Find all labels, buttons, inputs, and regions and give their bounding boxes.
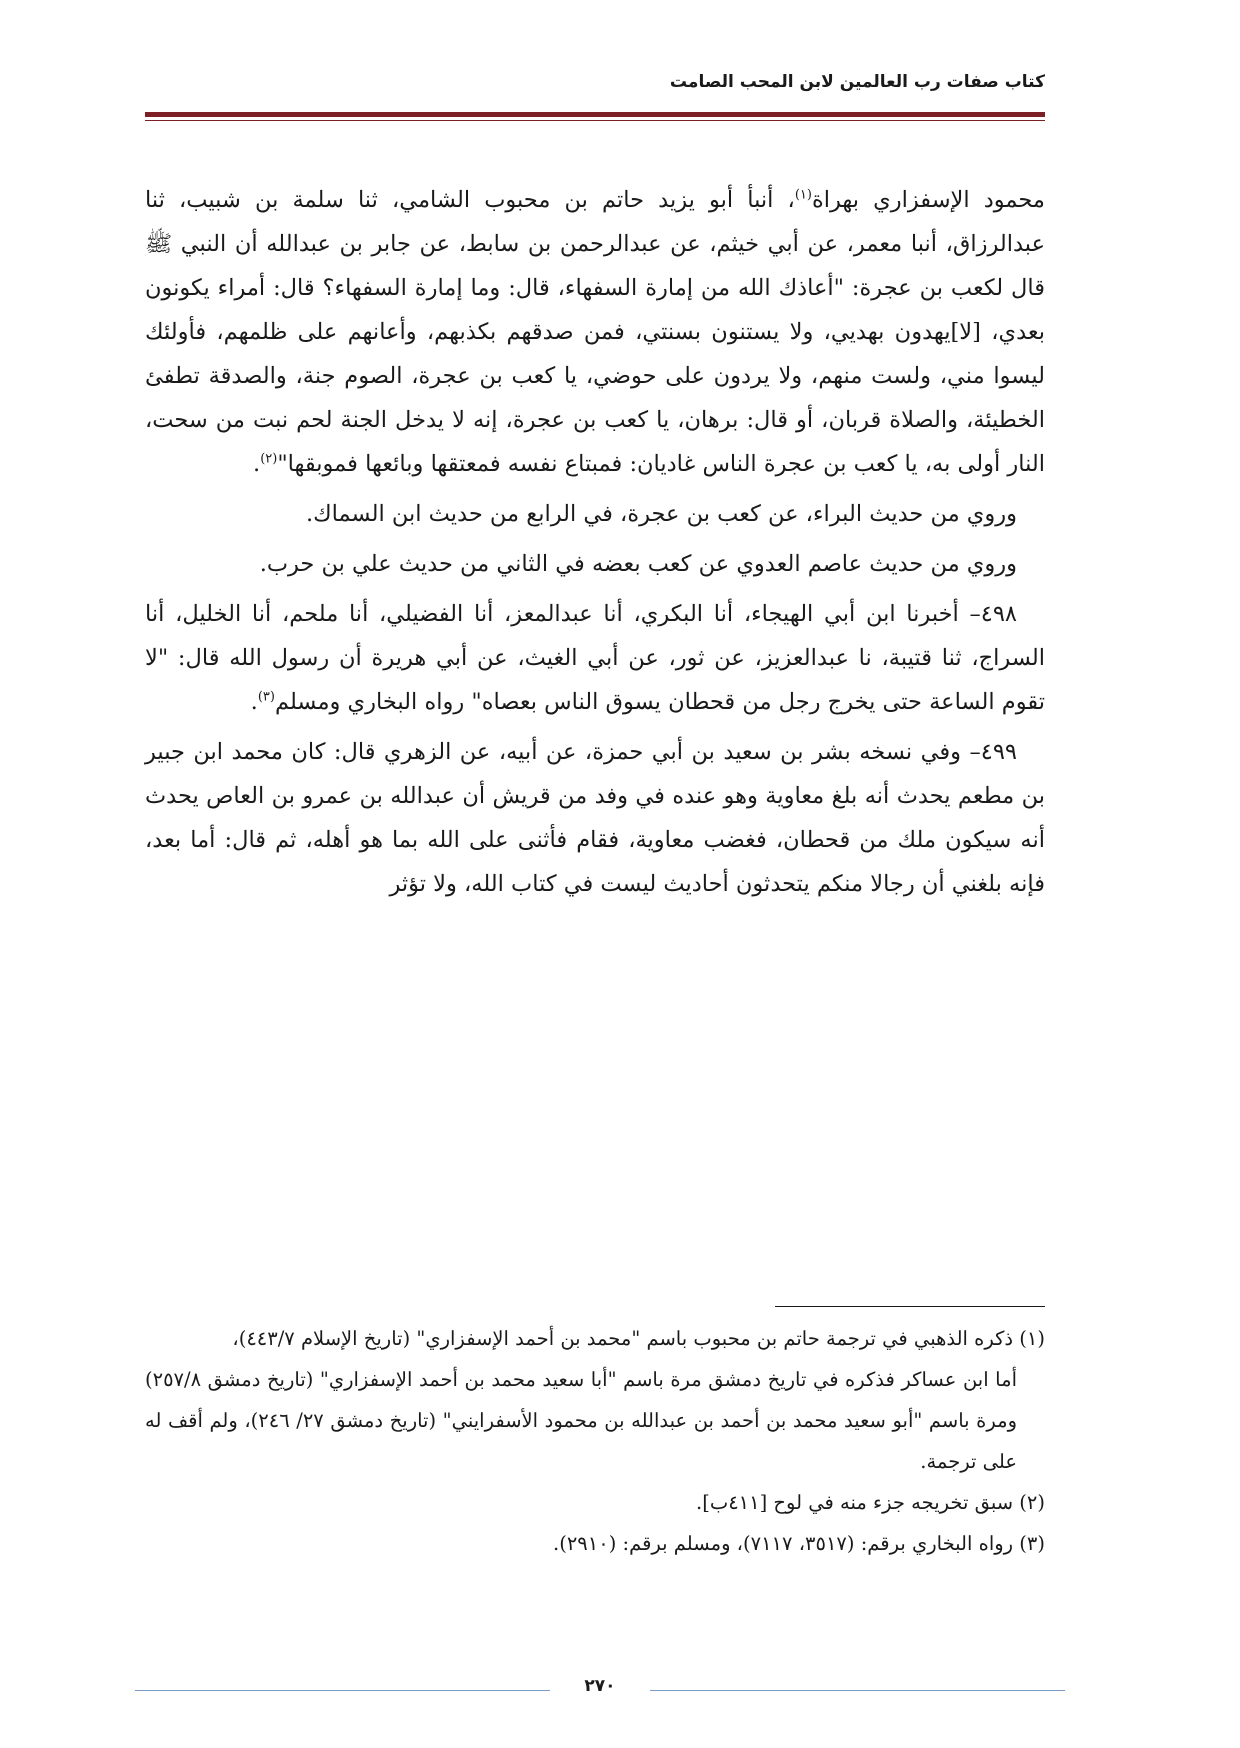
paragraph-3: وروي من حديث عاصم العدوي عن كعب بعضه في الثاني من حديث علي بن حرب.: [259, 551, 1017, 577]
footer-rule-right: [650, 1690, 1065, 1691]
footnote-3: (٣) رواه البخاري برقم: (٣٥١٧، ٧١١٧)، ومسلم برقم: (٢٩١٠).: [553, 1532, 1045, 1555]
paragraph-1: [145, 178, 1045, 486]
footer-rule-left: [135, 1690, 550, 1691]
hadith-498: [145, 592, 1045, 724]
hadith-498-text: ٤٩٨– أخبرنا ابن أبي الهيجاء، أنا البكري، أنا عبدالمعز، أنا الفضيلي، أنا ملحم، أنا الخليل، أنا السراج، ثنا قتيبة، نا عبدالعزيز، عن ثور، عن أبي الغيث، عن أبي هريرة أن رسول الله قال: "لا تقوم الساعة حتى يخرج رجل من قحطان يسوق الناس بعصاه" رواه البخاري ومسلم: [145, 601, 1045, 715]
paragraph-1-end: .: [253, 451, 261, 477]
footnote-ref-1: (١): [794, 187, 812, 203]
hadith-499: ٤٩٩– وفي نسخه بشر بن سعيد بن أبي حمزة، عن أبيه، عن الزهري قال: كان محمد ابن جبير بن مطعم يحدث أنه بلغ معاوية وهو عنده في وفد من قريش أن عبدالله بن عمرو بن العاص يحدث أنه سيكون ملك من قحطان، فغضب معاوية، فقام فأثنى على الله بما هو أهله، ثم قال: أما بعد، فإنه بلغني أن رجالا منكم يتحدثون أحاديث ليست في كتاب الله، ولا تؤثر: [145, 739, 1045, 897]
running-header: كتاب صفات رب العالمين لابن المحب الصامت: [669, 72, 1045, 92]
paragraph-1-start: محمود الإسفزاري بهراة: [811, 187, 1045, 213]
footnote-ref-3: (٣): [257, 689, 275, 705]
page-number: ٢٧٠: [584, 1676, 616, 1696]
footnote-1-continuation: أما ابن عساكر فذكره في تاريخ دمشق مرة باسم "أبا سعيد محمد بن أحمد الإسفزاري" (تاريخ دمشق ٢٥٧/٨) ومرة باسم "أبو سعيد محمد بن أحمد بن عبدالله بن محمود الأسفرايني" (تاريخ دمشق ٢٧/ ٢٤٦)، ولم أقف له على ترجمة.: [145, 1368, 1017, 1473]
paragraph-1-body: ، أنبأ أبو يزيد حاتم بن محبوب الشامي، ثنا سلمة بن شبيب، ثنا عبدالرزاق، أنبا معمر، عن أبي خيثم، عن عبدالرحمن بن سابط، عن جابر بن عبدالله أن النبي ﷺ قال لكعب بن عجرة: "أعاذك الله من إمارة السفهاء، قال: وما إمارة السفهاء؟ قال: أمراء يكونون بعدي، [لا]يهدون بهديي، ولا يستنون بسنتي، فمن صدقهم بكذبهم، وأعانهم على ظلمهم، فأولئك ليسوا مني، ولست منهم، ولا يردون على حوضي، يا كعب بن عجرة، الصوم جنة، والصدقة تطفئ الخطيئة، والصلاة قربان، أو قال: برهان، يا كعب بن عجرة، إنه لا يدخل الجنة لحم نبت من سحت، النار أولى به، يا كعب بن عجرة الناس غاديان: فمبتاع نفسه فمعتقها وبائعها فموبقها": [145, 187, 1045, 477]
paragraph-2: وروي من حديث البراء، عن كعب بن عجرة، في الرابع من حديث ابن السماك.: [305, 501, 1017, 527]
header-rule-thick: [145, 112, 1045, 117]
hadith-498-end: .: [250, 689, 258, 715]
footnote-separator: [775, 1306, 1045, 1307]
footnote-2: (٢) سبق تخريجه جزء منه في لوح [٤١١ب].: [696, 1491, 1045, 1514]
main-text: [145, 178, 1045, 912]
footnotes: [145, 1318, 1045, 1564]
footnote-1: (١) ذكره الذهبي في ترجمة حاتم بن محبوب باسم "محمد بن أحمد الإسفزاري" (تاريخ الإسلام ٤٤٣/٧)،: [232, 1327, 1045, 1350]
header-rule-thin: [145, 120, 1045, 121]
footnote-ref-2: (٢): [260, 451, 278, 467]
